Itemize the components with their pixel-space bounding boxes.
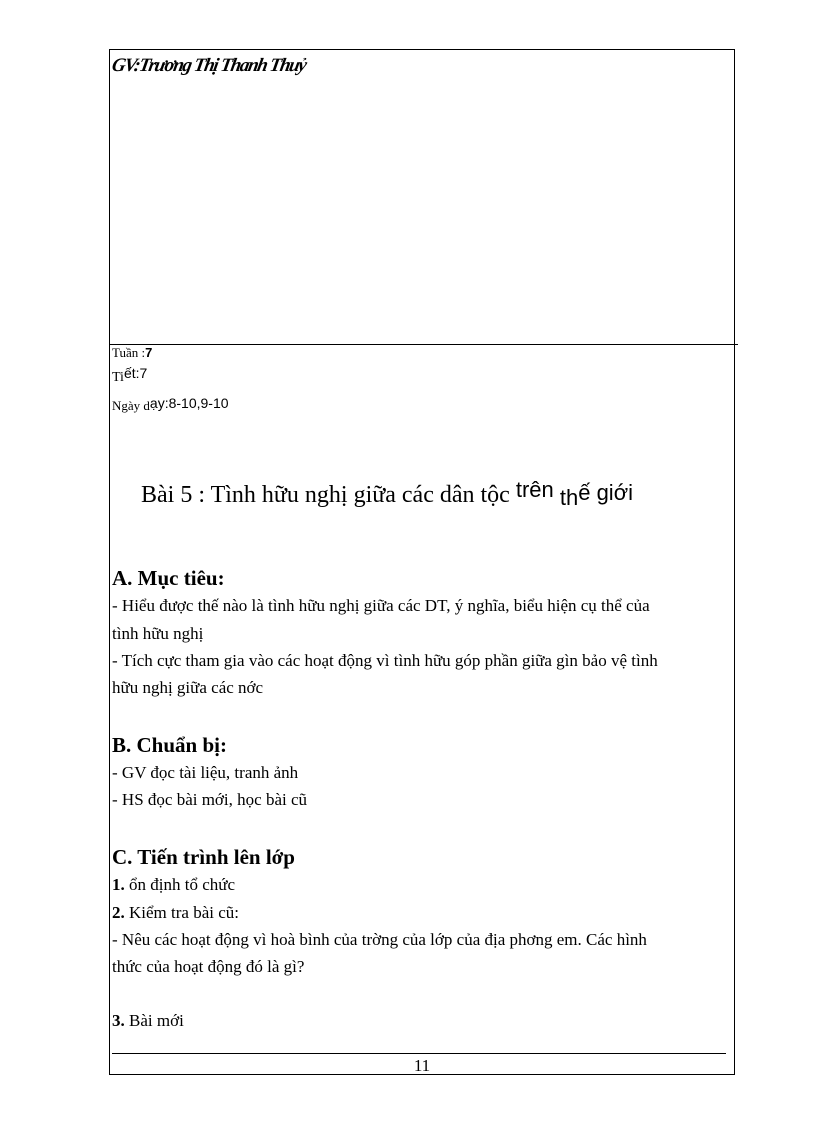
step3-line — [112, 1011, 184, 1031]
title-main: Bài 5 : Tình hữu nghị giữa các dân tộc — [141, 482, 516, 508]
step1-line — [112, 875, 235, 895]
step3-number: 3. — [112, 1011, 125, 1030]
page-number: 11 — [413, 1056, 431, 1075]
step1-number: 1. — [112, 875, 125, 894]
step3-text: Bài mới — [124, 1011, 184, 1030]
section-b-line1: - GV đọc tài liệu, tranh ảnh — [112, 763, 299, 782]
week-label: Tuần : — [112, 345, 146, 360]
author-signature: GV:Trương Thị Thanh Thuỷ — [110, 55, 308, 76]
period-line — [112, 365, 148, 386]
section-a-line4: hữu nghị giữa các nớc — [112, 678, 264, 697]
section-a-line3: - Tích cực tham gia vào các hoạt động vì tình hữu góp phần giữa gìn bảo vệ tình — [112, 651, 658, 670]
step2-line — [112, 903, 239, 923]
question-line2: thức của hoạt động đó là gì? — [112, 957, 305, 976]
week-value: 7 — [145, 345, 153, 360]
section-a-line2: tình hữu nghị — [112, 624, 204, 643]
footer-rule — [112, 1053, 726, 1054]
title-part1: trên — [515, 477, 554, 502]
header-divider — [109, 344, 738, 345]
section-b-heading: B. Chuẩn bị: — [112, 733, 227, 757]
question-line1: - Nêu các hoạt động vì hoà bình của trờng của lớp của địa phơng em. Các hình — [112, 930, 647, 949]
period-suffix: ết:7 — [123, 365, 148, 381]
section-b-line2: - HS đọc bài mới, học bài cũ — [112, 790, 308, 809]
period-prefix: Ti — [112, 370, 124, 385]
section-a-line1: - Hiểu được thế nào là tình hữu nghị giữa các DT, ý nghĩa, biểu hiện cụ thể của — [112, 596, 650, 615]
step2-text: Kiểm tra bài cũ: — [124, 903, 239, 922]
lesson-title — [141, 477, 634, 510]
week-line — [112, 345, 152, 361]
date-suffix: ạy:8-10,9-10 — [149, 395, 229, 411]
title-part3: ế giới — [578, 480, 634, 505]
date-line — [112, 397, 229, 414]
step2-number: 2. — [112, 903, 125, 922]
section-c-heading: C. Tiến trình lên lớp — [112, 845, 295, 869]
title-part2: th — [553, 485, 579, 510]
date-prefix: Ngày d — [112, 398, 150, 413]
section-a-heading: A. Mục tiêu: — [112, 566, 225, 590]
step1-text: ổn định tổ chức — [124, 875, 236, 894]
